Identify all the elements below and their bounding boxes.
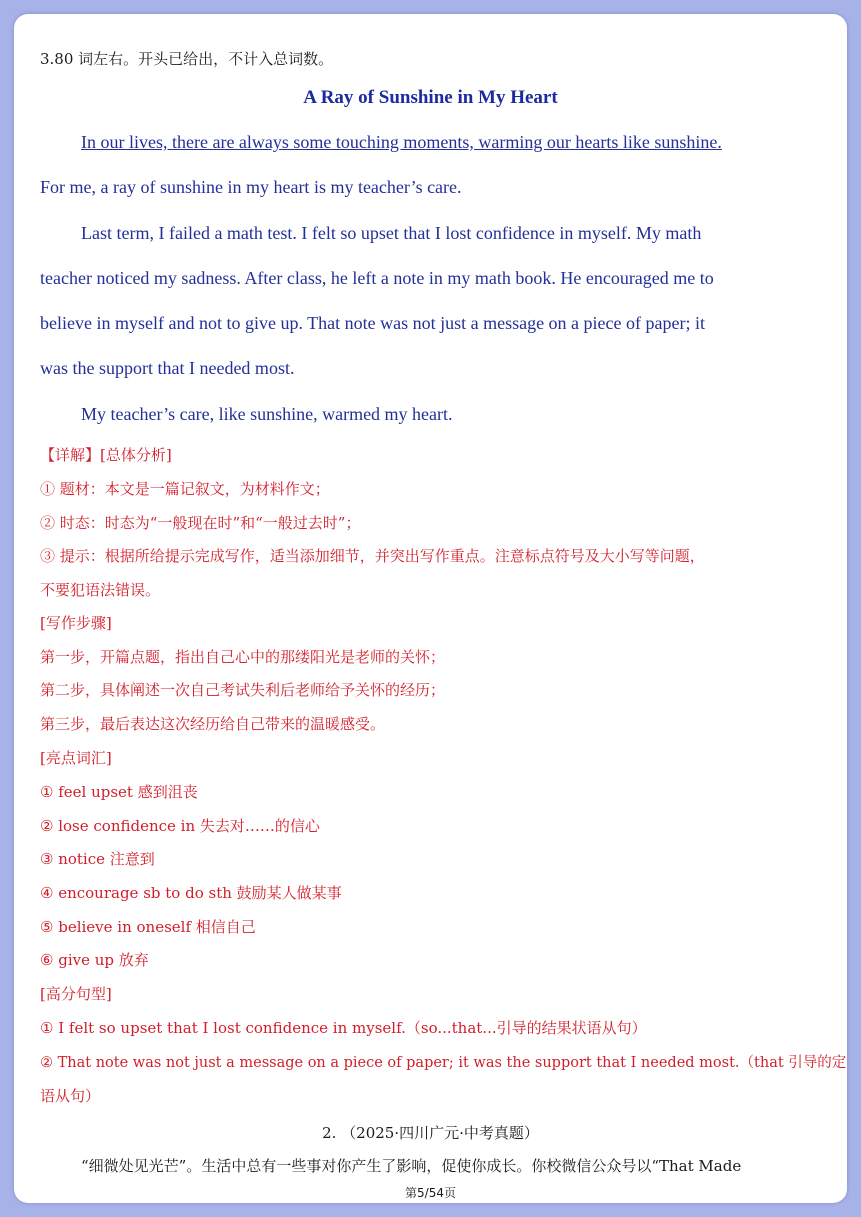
sentence-heading: [高分句型] (40, 985, 112, 1003)
intro-line: 3.80 词左右。开头已给出，不计入总词数。 (40, 50, 334, 68)
essay-line: was the support that I needed most. (40, 358, 295, 378)
analysis-point: ① 题材：本文是一篇记叙文，为材料作文； (40, 480, 330, 498)
vocab-item: ③ notice 注意到 (40, 850, 155, 868)
next-question-number: 2. （2025·四川广元·中考真题） (322, 1124, 539, 1142)
document-page (14, 14, 847, 1203)
essay-line: teacher noticed my sadness. After class, he left a note in my math book. He encouraged me to (40, 268, 714, 288)
essay-line: In our lives, there are always some touching moments, warming our hearts like sunshine. (81, 132, 722, 152)
vocab-item: ④ encourage sb to do sth 鼓励某人做某事 (40, 884, 342, 902)
vocab-heading: [亮点词汇] (40, 749, 112, 767)
sentence-item: 语从句） (40, 1087, 101, 1105)
analysis-point: 不要犯语法错误。 (40, 581, 161, 599)
analysis-point: ③ 提示：根据所给提示完成写作，适当添加细节，并突出写作重点。注意标点符号及大小写等问题， (40, 547, 705, 565)
page-number: 第5/54页 (405, 1186, 456, 1200)
step-item: 第二步，具体阐述一次自己考试失利后老师给予关怀的经历； (40, 681, 446, 699)
analysis-bracket: 【详解】 (40, 446, 101, 464)
vocab-item: ② lose confidence in 失去对……的信心 (40, 817, 320, 835)
essay-line: My teacher’s care, like sunshine, warmed my heart. (81, 404, 453, 424)
analysis-heading (40, 444, 172, 465)
sentence-item: ① I felt so upset that I lost confidence in myself.（so...that...引导的结果状语从句） (40, 1019, 647, 1037)
essay-line: For me, a ray of sunshine in my heart is my teacher’s care. (40, 177, 462, 197)
essay-line: Last term, I failed a math test. I felt so upset that I lost confidence in myself. My math (81, 223, 702, 243)
steps-heading: [写作步骤] (40, 614, 112, 632)
step-item: 第三步，最后表达这次经历给自己带来的温暖感受。 (40, 715, 386, 733)
analysis-subheading: [总体分析] (100, 446, 172, 464)
vocab-item: ① feel upset 感到沮丧 (40, 783, 198, 801)
essay-title: A Ray of Sunshine in My Heart (303, 87, 558, 108)
step-item: 第一步，开篇点题，指出自己心中的那缕阳光是老师的关怀； (40, 648, 446, 666)
vocab-item: ⑤ believe in oneself 相信自己 (40, 918, 256, 936)
sentence-item: ② That note was not just a message on a piece of paper; it was the support that I needed most.（that 引导的定 (40, 1055, 847, 1071)
next-question-prompt: “细微处见光芒”。生活中总有一些事对你产生了影响，促使你成长。你校微信公众号以“That Made (81, 1157, 742, 1175)
vocab-item: ⑥ give up 放弃 (40, 951, 149, 969)
analysis-point: ② 时态：时态为“一般现在时”和“一般过去时”； (40, 514, 361, 532)
essay-line: believe in myself and not to give up. That note was not just a message on a piece of paper; it (40, 313, 705, 333)
